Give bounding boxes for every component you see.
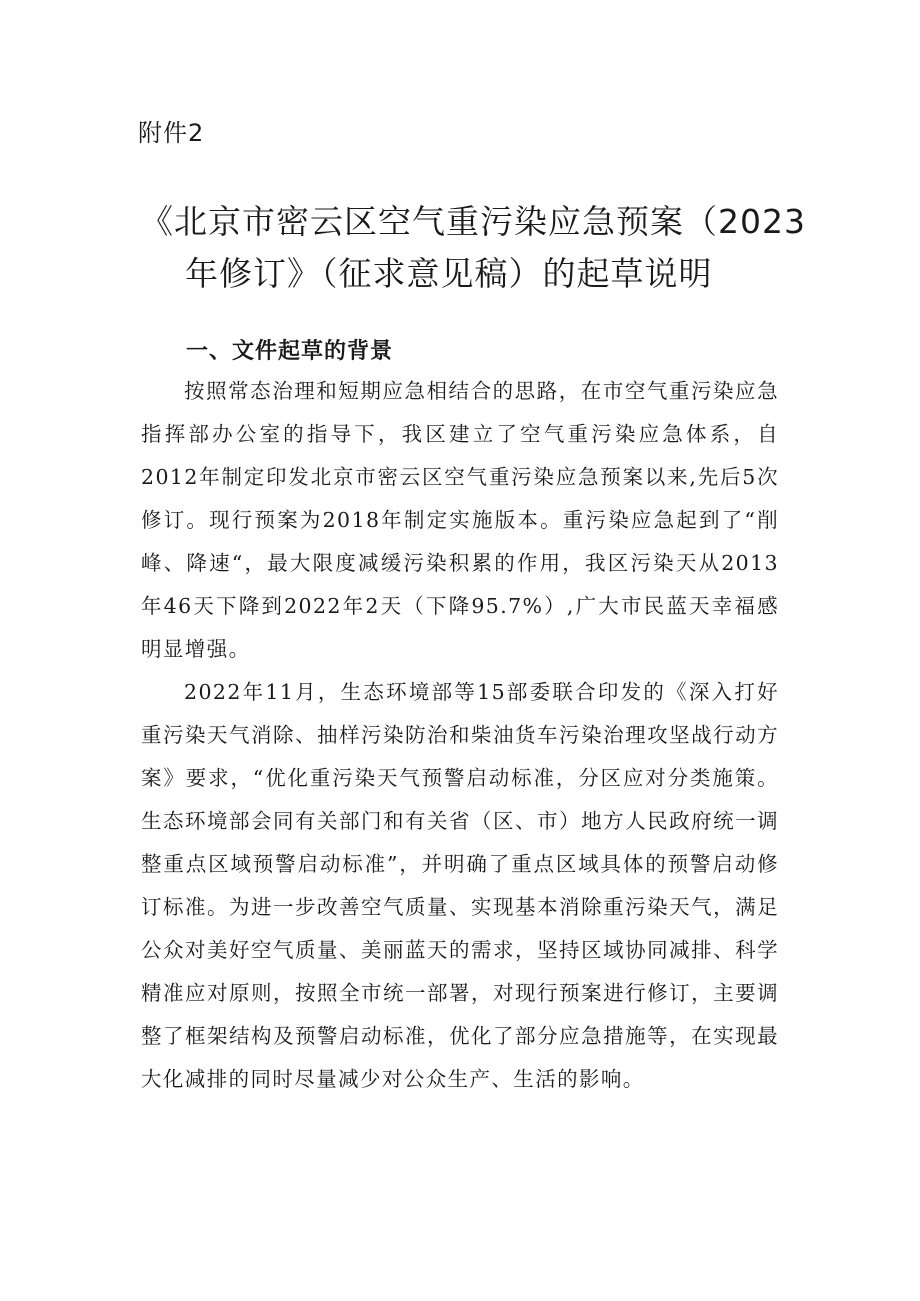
paragraph-1: 按照常态治理和短期应急相结合的思路，在市空气重污染应急指挥部办公室的指导下，我区建立了空气重污染应急体系，自2012年制定印发北京市密云区空气重污染应急预案以来,先后5次修订。现行预案为2018年制定实施版本。重污染应急起到了“削峰、降速“，最大限度减缓污染积累的作用，我区污染天从2013年46天下降到2022年2天（下降95.7%）,广大市民蓝天幸福感明显增强。 (141, 379, 779, 661)
title-line-2: 年修订》（征求意见稿）的起草说明 (185, 254, 713, 293)
title-line-1: 《北京市密云区空气重污染应急预案（2023 (140, 202, 806, 241)
section-body (141, 370, 779, 1101)
attachment-label: 附件2 (138, 119, 205, 147)
document-title (140, 196, 806, 300)
paragraph-2: 2022年11月，生态环境部等15部委联合印发的《深入打好重污染天气消除、抽样污染防治和柴油货车污染治理攻坚战行动方案》要求，“优化重污染天气预警启动标准，分区应对分类施策。生态环境部会同有关部门和有关省（区、市）地方人民政府统一调整重点区域预警启动标准”，并明确了重点区域具体的预警启动修订标准。为进一步改善空气质量、实现基本消除重污染天气，满足公众对美好空气质量、美丽蓝天的需求，坚持区域协同减排、科学精准应对原则，按照全市统一部署，对现行预案进行修订，主要调整了框架结构及预警启动标准，优化了部分应急措施等，在实现最大化减排的同时尽量减少对公众生产、生活的影响。 (141, 680, 779, 1091)
section-heading-background: 一、文件起草的背景 (186, 339, 394, 364)
